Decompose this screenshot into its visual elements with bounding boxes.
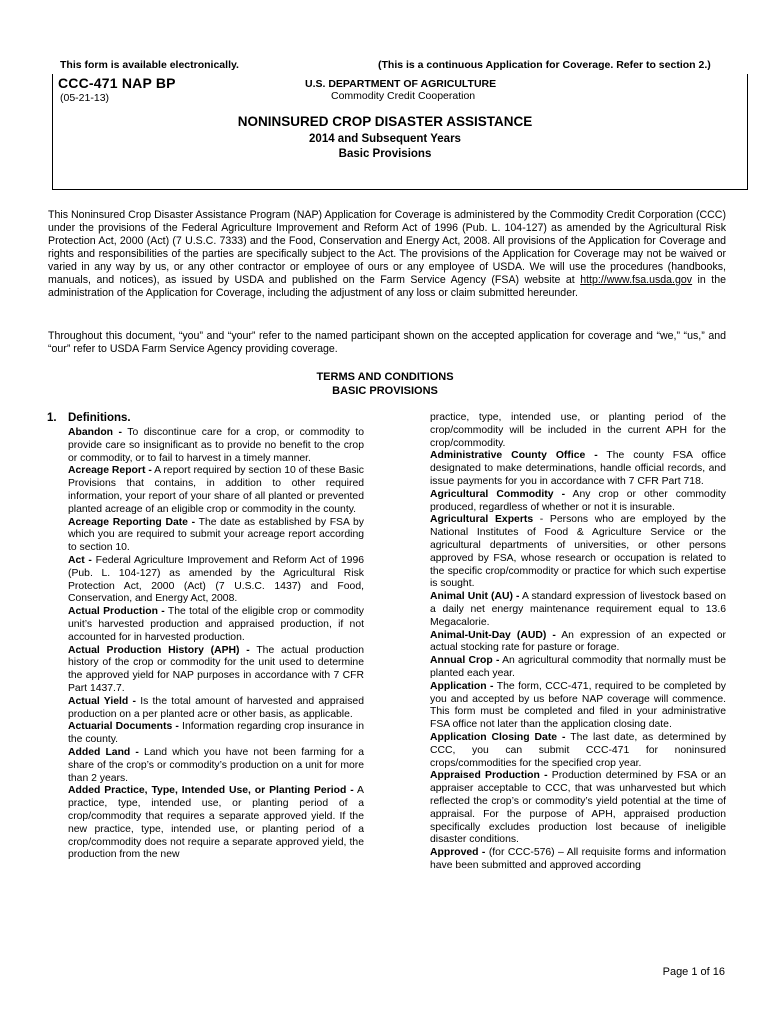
- definition-text: Land which you have not been farming for a share of the crop’s or commodity’s production on a unit for more than 2 years.: [68, 746, 364, 784]
- definition-text: Information regarding crop insurance in the county.: [68, 721, 365, 746]
- definition-text: Federal Agriculture Improvement and Reform Act of 1996 (Pub. L. 104-127) as amended by the Agricultural Risk Protection Act, 2000 (Act) (7 U.S.C. 1437) and Food, Conservation, and Energy Act, 2008.: [68, 554, 365, 605]
- definition-entry: [68, 747, 364, 785]
- definition-text: The total of the eligible crop or commodity unit’s harvested production and appraised production, if not accounted for in harvested production.: [68, 606, 364, 643]
- definition-term: Approved -: [430, 847, 486, 859]
- definition-entry: [430, 732, 726, 770]
- fsa-website-link[interactable]: http://www.fsa.usda.gov: [580, 274, 693, 286]
- definition-entry: [430, 514, 726, 591]
- definition-text: The form, CCC-471, required to be completed by you and accepted by us before NAP coverage will commence. This form must be completed and filed in your administrative FSA office not later than the application closing date.: [430, 680, 727, 731]
- definition-text: An agricultural commodity that normally must be planted each year.: [430, 655, 726, 679]
- definition-text: A report required by section 10 of these Basic Provisions that contains, in addition to other required information, your report of your share of all planted or prevented planted acreage of an eligible crop or commodity in the county.: [68, 465, 364, 515]
- document-title: NONINSURED CROP DISASTER ASSISTANCE: [237, 114, 533, 129]
- definitions-right-column: [430, 412, 726, 873]
- definition-text: An expression of an expected or actual stocking rate for pasture or forage.: [430, 629, 726, 654]
- definition-term: Added Land -: [68, 746, 139, 758]
- definition-entry: [68, 645, 364, 696]
- definition-term: Actuarial Documents -: [68, 721, 179, 733]
- definition-term: Actual Production -: [68, 606, 165, 618]
- definition-term: Animal Unit (AU) -: [430, 591, 520, 603]
- definition-term: Actual Production History (APH) -: [68, 644, 250, 656]
- definition-term: Agricultural Commodity -: [430, 488, 566, 500]
- section-number: 1.: [47, 412, 57, 424]
- definition-entry: [68, 606, 364, 644]
- definitions-paragraph: Throughout this document, “you” and “your” refer to the named participant shown on the accepted application for coverage and “we,” “us,” and “our” refer to USDA Farm Service Agency providing coverage.: [48, 330, 726, 355]
- definition-entry: [430, 655, 726, 681]
- definition-term: Added Practice, Type, Intended Use, or Planting Period -: [68, 785, 354, 797]
- definition-entry: [430, 630, 726, 656]
- definition-term: Agricultural Experts: [430, 514, 534, 526]
- definition-entry: [68, 555, 364, 606]
- definition-text: Is the total amount of harvested and appraised production on a per planted acre or other basis, as applicable.: [68, 695, 364, 720]
- definition-text: - Persons who are employed by the National Institutes of Food & Agriculture Service or the agricultural departments of universities, or other persons approved by FSA, whose research or occupation is related to the specific crop/commodity or practice for which such expertise is sought.: [430, 514, 726, 590]
- definition-text: The actual production history of the crop or commodity for the unit used to determine the approved yield for NAP purposes in accordance with 7 CFR Part 1437.7.: [68, 644, 364, 694]
- definition-text: The county FSA office designated to make determinations, handle official records, and issue payments for you in accordance with 7 CFR Part 718.: [430, 450, 726, 487]
- definition-term: Abandon -: [68, 427, 122, 438]
- form-date: (05-21-13): [60, 92, 110, 104]
- definition-term: Administrative County Office -: [430, 450, 598, 462]
- agency-name: Commodity Credit Cooperation: [331, 90, 476, 102]
- definition-entry: [68, 465, 364, 516]
- page-number: Page 1 of 16: [662, 966, 725, 978]
- definition-text: Production determined by FSA or an appraiser acceptable to CCC, that was unharvested but which reflected the crop’s or commodity’s yield potential at the time of appraisal. For the purpose of APH, appraised production specifically excludes production lost because of ineligible disaster conditions.: [430, 770, 726, 846]
- continuous-application-note: (This is a continuous Application for Coverage. Refer to section 2.): [378, 59, 711, 71]
- definition-term: Appraised Production -: [430, 770, 548, 782]
- terms-heading: TERMS AND CONDITIONS: [316, 371, 454, 383]
- definition-entry: [68, 785, 364, 862]
- definitions-left-column: [68, 427, 364, 862]
- definition-text: The date as established by FSA by which you are required to submit your acreage report according to section 10.: [68, 516, 364, 554]
- definition-entry: [430, 450, 726, 488]
- intro-text: This Noninsured Crop Disaster Assistance Program (NAP) Application for Coverage is administered by the Commodity Credit Corporation (CCC) under the provisions of the Federal Agriculture Improvement and Reform Act of 1996 (Pub. L. 104-127) as amended by the Agricultural Risk Protection Act, 2000 (Act) (7 U.S.C. 7333) and the Food, Conservation and Energy Act, 2008. All provisions of the Application for Coverage and rights and responsibilities of the parties are specifically subject to the Act. The provisions of the Application for Coverage may not be waived or varied in any way by us, or any other contractor or employee of ours or any employee of USDA. We will use the procedures (handbooks, manuals, and notices), as issued by USDA and published on the Farm Service Agency (FSA) website at: [48, 209, 726, 286]
- definition-entry: [68, 427, 364, 465]
- definition-text: A standard expression of livestock based on a daily net energy maintenance requirement equal to 13.6 Megacalorie.: [430, 591, 727, 628]
- definition-term: Acreage Report -: [68, 465, 152, 477]
- definition-term: Acreage Reporting Date -: [68, 516, 196, 528]
- definition-term: Act -: [68, 554, 92, 566]
- definition-term: Actual Yield -: [68, 695, 136, 707]
- definition-term: Application -: [430, 680, 494, 692]
- definition-entry: [430, 770, 726, 847]
- form-id: CCC-471 NAP BP: [58, 75, 176, 91]
- availability-note: This form is available electronically.: [60, 59, 239, 71]
- document-subtitle-provisions: Basic Provisions: [338, 148, 432, 160]
- definition-entry: [430, 847, 726, 873]
- definitions-heading: Definitions.: [68, 412, 131, 424]
- basic-provisions-heading: BASIC PROVISIONS: [332, 385, 438, 397]
- definition-entry: [430, 412, 726, 450]
- definition-entry: [68, 517, 364, 555]
- definition-text: practice, type, intended use, or planting period of the crop/commodity will be included in the current APH for the crop/commodity.: [430, 412, 726, 449]
- definition-entry: [430, 591, 726, 629]
- definition-term: Animal-Unit-Day (AUD) -: [430, 629, 556, 641]
- definition-text: To discontinue care for a crop, or commodity to provide care so insignificant as to provide no benefit to the crop or commodity, or to fail to harvest in a timely manner.: [68, 427, 364, 464]
- intro-paragraph: [48, 209, 726, 300]
- definition-text: A practice, type, intended use, or planting period of a crop/commodity that requires a separate approved yield. If the new practice, type, intended use, or planting period of a crop/commodity does not require a separate approved yield, the production from the new: [68, 785, 364, 861]
- definition-text: The last date, as determined by CCC, you can submit CCC-471 for noninsured crops/commodities for the specified crop year.: [430, 731, 727, 769]
- intro-text-continued: in the administration of the Application for Coverage, including the adjustment of any loss or claim submitted hereunder.: [48, 274, 726, 299]
- department-name: U.S. DEPARTMENT OF AGRICULTURE: [305, 78, 497, 90]
- definition-text: (for CCC-576) – All requisite forms and information have been submitted and approved according: [430, 847, 726, 871]
- document-subtitle-years: 2014 and Subsequent Years: [309, 133, 461, 145]
- definition-text: Any crop or other commodity produced, regardless of whether or not it is insurable.: [430, 488, 726, 513]
- definition-entry: [68, 721, 364, 747]
- definition-term: Application Closing Date -: [430, 731, 566, 743]
- definition-entry: [430, 489, 726, 515]
- definition-entry: [430, 681, 726, 732]
- definition-term: Annual Crop -: [430, 655, 500, 667]
- definition-entry: [68, 696, 364, 722]
